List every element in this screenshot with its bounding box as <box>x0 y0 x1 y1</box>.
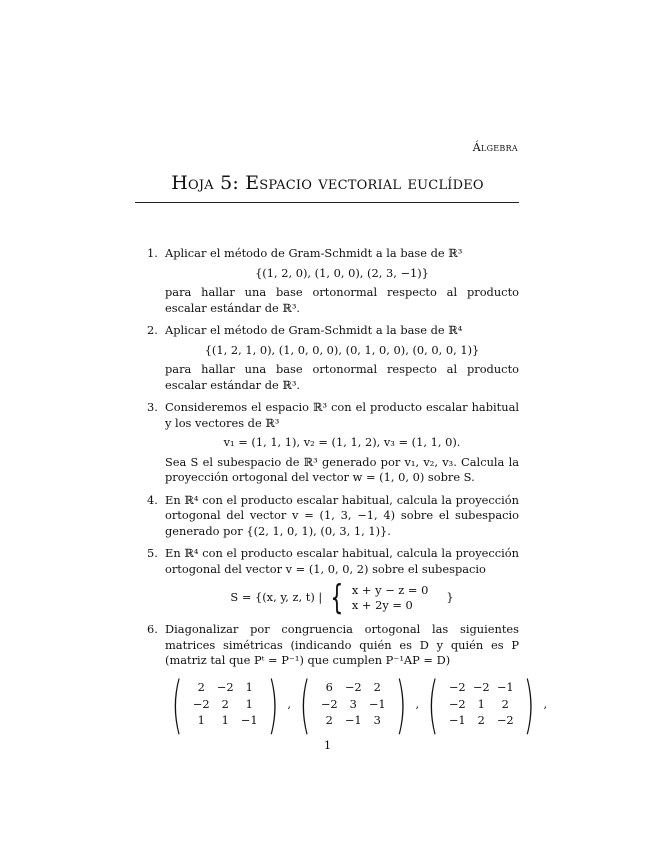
matrix-cell: 6 <box>325 680 333 695</box>
equation-system <box>352 583 428 613</box>
exercise-3 <box>147 400 519 486</box>
exercise-list <box>147 246 548 742</box>
page-number: 1 <box>323 738 332 752</box>
matrix-cell: 1 <box>221 713 229 728</box>
exercise-outro: Sea S el subespacio de ℝ³ generado por v₁, v₂, v₃. Calcula la proyección ortogonal del vector w = (1, 0, 0) sobre S. <box>165 454 519 484</box>
matrix-grid <box>189 680 261 729</box>
matrix-2 <box>293 667 421 741</box>
matrix-cell: 3 <box>373 713 381 728</box>
matrix-cell: −2 <box>448 696 466 711</box>
left-paren-icon: ( <box>171 667 183 741</box>
exercise-intro: Aplicar el método de Gram-Schmidt a la base de ℝ⁴ <box>165 323 463 337</box>
matrix-cell: 2 <box>477 713 485 728</box>
right-paren-icon: ) <box>395 667 407 741</box>
exercise-outro: para hallar una base ortonormal respecto al producto escalar estándar de ℝ³. <box>165 285 519 315</box>
matrix-cell: −1 <box>240 713 258 728</box>
matrix-cell: −2 <box>192 696 210 711</box>
matrix-cell: −1 <box>344 713 362 728</box>
exercise-number: 3. <box>147 400 158 414</box>
exercise-display: {(1, 2, 0), (1, 0, 0), (2, 3, −1)} <box>255 265 429 280</box>
matrix-cell: −2 <box>344 680 362 695</box>
exercise-6 <box>147 622 548 741</box>
equation-1: x + y − z = 0 <box>351 583 429 597</box>
right-paren-icon: ) <box>523 667 535 741</box>
matrix-cell: 1 <box>477 696 485 711</box>
matrix-grid <box>445 680 517 729</box>
title-rule <box>135 202 519 203</box>
exercise-number: 1. <box>147 246 158 260</box>
matrix-cell: −2 <box>216 680 234 695</box>
matrix-cell: −1 <box>448 713 466 728</box>
left-paren-icon: ( <box>427 667 439 741</box>
exercise-2 <box>147 323 519 393</box>
set-rhs: } <box>446 590 454 605</box>
set-lhs: S = {(x, y, z, t) | <box>230 590 323 605</box>
matrix-cell: 2 <box>197 680 205 695</box>
matrix-cell: 1 <box>245 680 253 695</box>
matrix-row <box>165 667 548 741</box>
left-brace-icon: { <box>330 578 344 618</box>
left-paren-icon: ( <box>299 667 311 741</box>
course-header: Álgebra <box>472 141 518 154</box>
equation-2: x + 2y = 0 <box>351 598 413 612</box>
right-paren-icon: ) <box>267 667 279 741</box>
matrix-cell: 1 <box>197 713 205 728</box>
matrix-cell: 2 <box>325 713 333 728</box>
subspace-definition <box>165 578 519 618</box>
exercise-number: 2. <box>147 323 158 337</box>
matrix-cell: 2 <box>501 696 509 711</box>
matrix-cell: −1 <box>496 680 514 695</box>
matrix-cell: 2 <box>373 680 381 695</box>
matrix-cell: −1 <box>368 696 386 711</box>
page-title: Hoja 5: Espacio vectorial euclídeo <box>171 172 484 194</box>
matrix-cell: 2 <box>221 696 229 711</box>
exercise-number: 6. <box>147 622 158 636</box>
exercise-outro: para hallar una base ortonormal respecto al producto escalar estándar de ℝ³. <box>165 362 519 392</box>
exercise-display: {(1, 2, 1, 0), (1, 0, 0, 0), (0, 1, 0, 0), (0, 0, 0, 1)} <box>204 342 480 357</box>
matrix-cell: −2 <box>448 680 466 695</box>
matrix-cell: −2 <box>320 696 338 711</box>
exercise-text: En ℝ⁴ con el producto escalar habitual, calcula la proyección ortogonal del vector v = (1, 3, −1, 4) sobre el subespacio generado por {(2, 1, 0, 1), (0, 3, 1, 1)}. <box>165 492 519 538</box>
matrix-cell: 1 <box>245 696 253 711</box>
matrix-cell: 3 <box>349 696 357 711</box>
exercise-4 <box>147 493 519 540</box>
exercise-intro: Diagonalizar por congruencia ortogonal las siguientes matrices simétricas (indicando quién es D y quién es P (matriz tal que Pᵗ = P⁻¹) que cumplen P⁻¹AP = D) <box>165 622 519 667</box>
matrix-separator: , <box>415 696 420 711</box>
exercise-5 <box>147 546 519 618</box>
matrix-cell: −2 <box>496 713 514 728</box>
exercise-intro: Consideremos el espacio ℝ³ con el producto escalar habitual y los vectores de ℝ³ <box>165 400 519 430</box>
exercise-intro: En ℝ⁴ con el producto escalar habitual, calcula la proyección ortogonal del vector v = (1, 0, 0, 2) sobre el subespacio <box>165 546 519 576</box>
exercise-display: v₁ = (1, 1, 1), v₂ = (1, 1, 2), v₃ = (1, 1, 0). <box>223 435 461 449</box>
matrix-separator: , <box>543 696 548 711</box>
matrix-3 <box>421 667 549 741</box>
matrix-1 <box>165 667 293 741</box>
matrix-separator: , <box>287 696 292 711</box>
exercise-1 <box>147 246 519 316</box>
exercise-number: 5. <box>147 546 158 560</box>
matrix-cell: −2 <box>472 680 490 695</box>
matrix-grid <box>317 680 389 729</box>
exercise-intro: Aplicar el método de Gram-Schmidt a la base de ℝ³ <box>165 246 463 260</box>
exercise-number: 4. <box>147 492 158 507</box>
